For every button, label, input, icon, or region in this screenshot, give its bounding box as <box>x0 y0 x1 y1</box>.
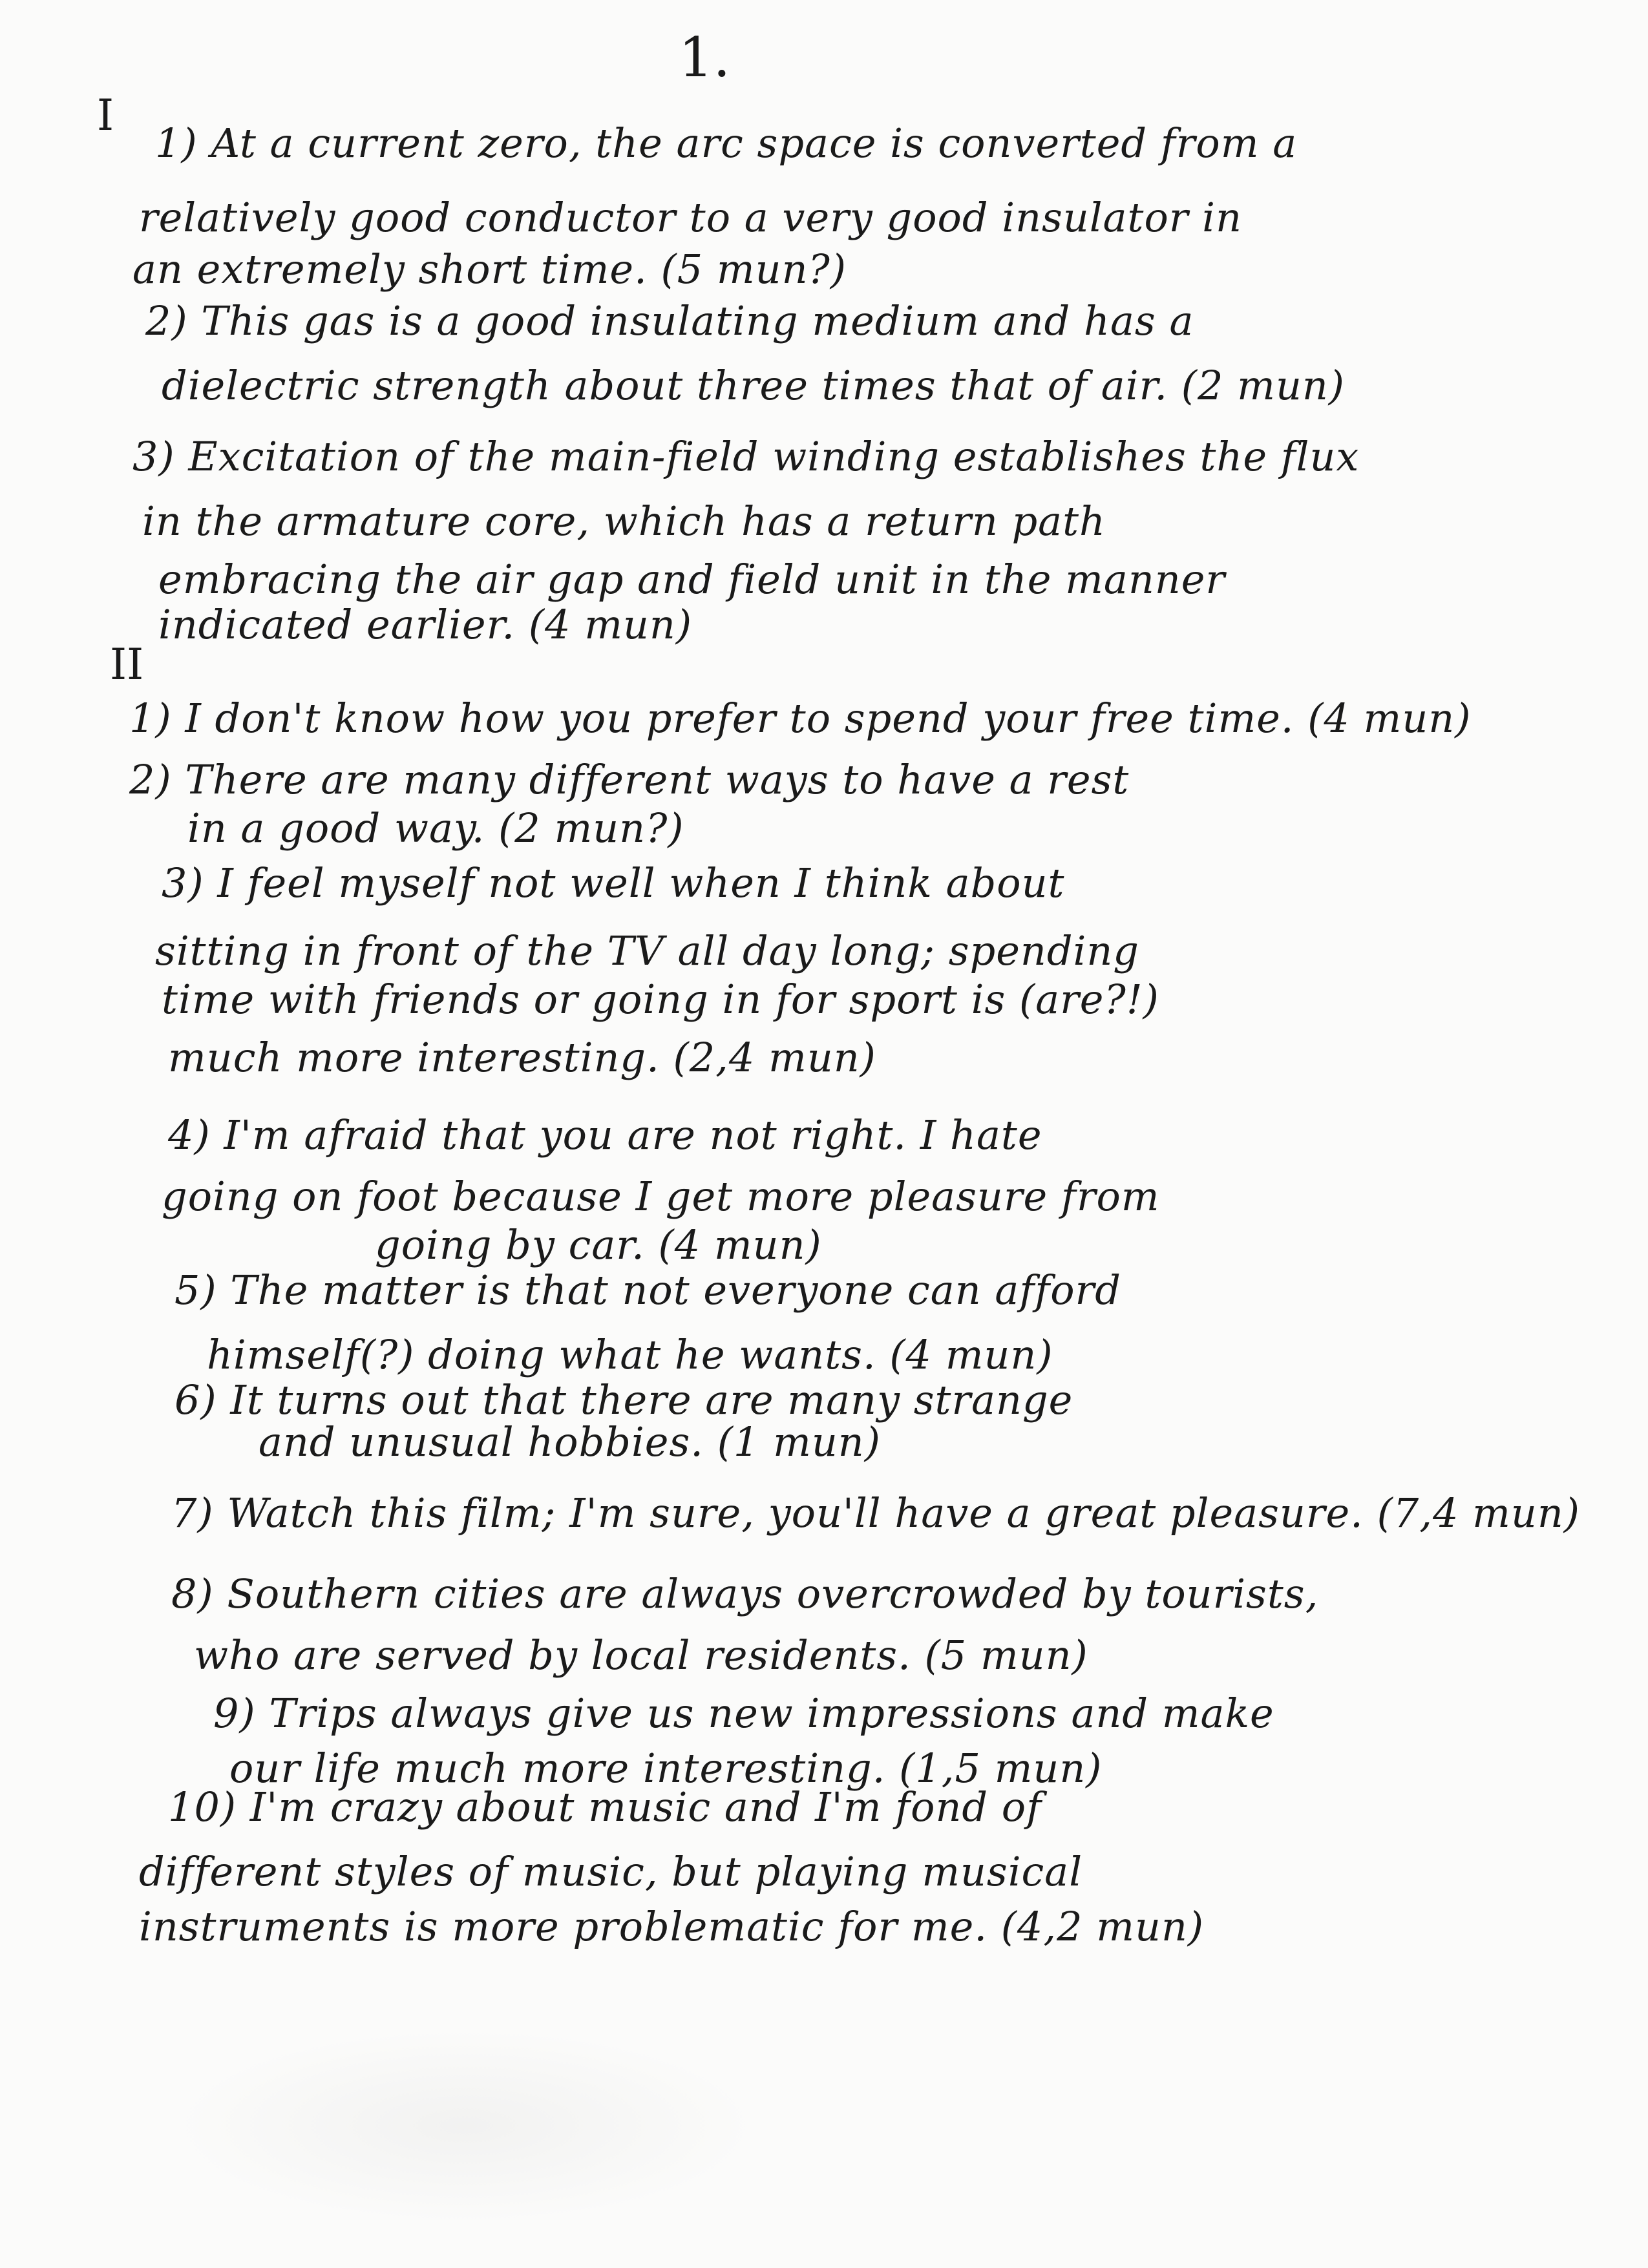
text-line: 2) This gas is a good insulating medium and has a <box>145 297 1194 344</box>
text-line: 2) There are many different ways to have a rest <box>129 756 1130 803</box>
text-line: instruments is more problematic for me. (4,2 mun) <box>139 1903 1205 1950</box>
text-line: 6) It turns out that there are many strange <box>174 1376 1073 1423</box>
section-marker-1: I <box>97 90 114 140</box>
text-line: 5) The matter is that not everyone can afford <box>174 1266 1121 1314</box>
text-line: different styles of music, but playing musical <box>139 1848 1083 1895</box>
text-line: sitting in front of the TV all day long; spending <box>155 927 1139 974</box>
text-line: dielectric strength about three times that of air. (2 mun) <box>162 362 1345 409</box>
text-line: indicated earlier. (4 mun) <box>158 601 693 648</box>
text-line: time with friends or going in for sport is (are?!) <box>162 976 1159 1023</box>
text-line: and unusual hobbies. (1 mun) <box>259 1418 881 1465</box>
text-line: 3) Excitation of the main-field winding establishes the flux <box>132 433 1360 480</box>
text-line: 7) Watch this film; I'm sure, you'll have a great pleasure. (7,4 mun) <box>171 1489 1580 1537</box>
text-line: our life much more interesting. (1,5 mun) <box>229 1745 1103 1792</box>
text-line: going by car. (4 mun) <box>375 1221 822 1268</box>
paper-smudge <box>174 2029 756 2223</box>
text-line: an extremely short time. (5 mun?) <box>132 246 847 293</box>
text-line: himself(?) doing what he wants. (4 mun) <box>207 1331 1053 1378</box>
text-line: much more interesting. (2,4 mun) <box>168 1034 876 1081</box>
text-line: in a good way. (2 mun?) <box>187 804 684 852</box>
section-marker-2: II <box>110 640 144 689</box>
text-line: 9) Trips always give us new impressions and make <box>213 1690 1274 1737</box>
text-line: 8) Southern cities are always overcrowded by tourists, <box>171 1570 1319 1617</box>
page-number: 1. <box>679 26 731 89</box>
text-line: embracing the air gap and field unit in the manner <box>158 556 1226 603</box>
text-line: 10) I'm crazy about music and I'm fond of <box>168 1783 1042 1831</box>
text-line: in the armature core, which has a return path <box>142 498 1106 545</box>
text-line: 1) At a current zero, the arc space is converted from a <box>155 120 1298 167</box>
text-line: relatively good conductor to a very good insulator in <box>139 194 1242 241</box>
text-line: going on foot because I get more pleasure from <box>162 1173 1160 1220</box>
text-line: 3) I feel myself not well when I think about <box>162 859 1065 907</box>
text-line: 1) I don't know how you prefer to spend your free time. (4 mun) <box>129 695 1472 742</box>
text-line: 4) I'm afraid that you are not right. I hate <box>168 1111 1042 1159</box>
text-line: who are served by local residents. (5 mun) <box>194 1632 1088 1679</box>
